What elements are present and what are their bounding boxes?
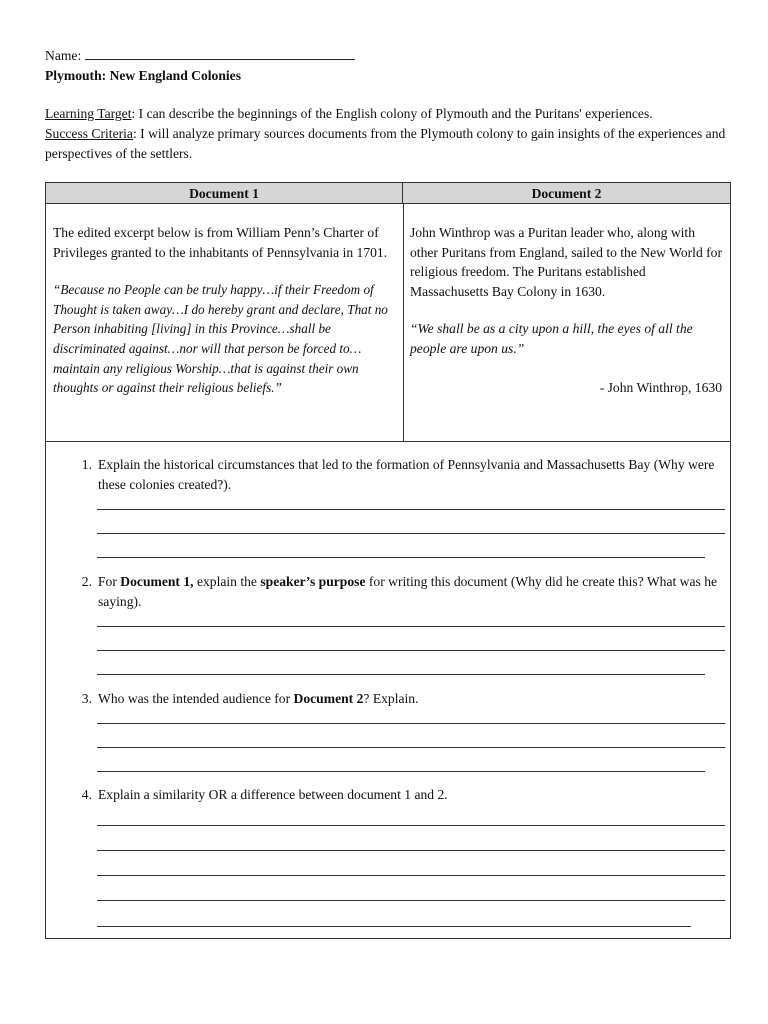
question-text-part: For (98, 574, 121, 589)
question-number: 1. (81, 457, 92, 472)
document-1-header: Document 1 (46, 183, 403, 204)
answer-line[interactable] (97, 875, 725, 876)
name-label: Name: (45, 48, 82, 63)
name-blank[interactable] (85, 45, 355, 60)
success-criteria-text: : I will analyze primary sources documents from the Plymouth colony to gain insights of the experiences and perspectives of the settlers. (45, 126, 726, 161)
answer-line[interactable] (97, 850, 725, 851)
question-text-part: for writing this document (Why did he create this? What was he saying). (98, 574, 718, 609)
question-text-part: explain the (193, 574, 261, 589)
question-number: 2. (81, 574, 92, 589)
question-text (98, 785, 728, 805)
column-divider (403, 204, 404, 441)
documents-section (46, 183, 730, 442)
document-1-intro: The edited excerpt below is from William Penn’s Charter of Privileges granted to the inhabitants of Pennsylvania in 1701. (53, 225, 388, 260)
worksheet-title: Plymouth: New England Colonies (45, 68, 242, 83)
document-2-quote: “We shall be as a city upon a hill, the eyes of all the people are upon us.” (410, 321, 693, 356)
answer-line[interactable] (97, 771, 705, 772)
worksheet-header (45, 45, 735, 86)
document-2-body (410, 223, 726, 397)
question-number: 3. (81, 691, 92, 706)
answer-line[interactable] (97, 509, 725, 510)
question-text-part: Explain a similarity OR a difference between document 1 and 2. (98, 787, 448, 802)
answer-line[interactable] (97, 926, 691, 927)
question-emphasis: speaker’s purpose (260, 574, 366, 589)
success-criteria-label: Success Criteria (45, 126, 133, 141)
answer-line[interactable] (97, 747, 725, 748)
question-number: 4. (81, 787, 92, 802)
question-text (98, 572, 728, 611)
document-1-quote: “Because no People can be truly happy…if their Freedom of Thought is taken away…I do hereby grant and declare, That no Person inhabiting [living] in this Province…shall be discriminated against…nor will that person be forced to…maintain any religious Worship…that is against their own thoughts or against their religious beliefs.” (53, 282, 388, 396)
answer-line[interactable] (97, 557, 705, 558)
answer-line[interactable] (97, 900, 725, 901)
question-emphasis: Document 1, (120, 574, 194, 589)
learning-target (45, 104, 735, 124)
question-emphasis: Document 2 (293, 691, 364, 706)
question-text (98, 455, 728, 494)
question-text-part: Who was the intended audience for (98, 691, 294, 706)
learning-objectives (45, 104, 735, 164)
answer-line[interactable] (97, 626, 725, 627)
answer-line[interactable] (97, 533, 725, 534)
learning-target-label: Learning Target (45, 106, 132, 121)
document-2-intro: John Winthrop was a Puritan leader who, along with other Puritans from England, sailed to the New World for religious freedom. The Puritans established Massachusetts Bay Colony in 1630. (410, 225, 722, 299)
question-text-part: ? Explain. (363, 691, 419, 706)
name-row (45, 45, 735, 66)
question-text (98, 689, 728, 709)
answer-line[interactable] (97, 674, 705, 675)
success-criteria (45, 124, 735, 164)
question-text-part: Explain the historical circumstances that led to the formation of Pennsylvania and Massachusetts Bay (Why were these colonies created?). (98, 457, 715, 492)
answer-line[interactable] (97, 723, 725, 724)
worksheet-table (45, 182, 731, 939)
answer-line[interactable] (97, 825, 725, 826)
document-1-body (53, 223, 393, 398)
document-2-header: Document 2 (403, 183, 730, 204)
answer-line[interactable] (97, 650, 725, 651)
document-2-attribution: - John Winthrop, 1630 (599, 379, 722, 395)
learning-target-text: : I can describe the beginnings of the English colony of Plymouth and the Puritans' experiences. (131, 106, 653, 121)
